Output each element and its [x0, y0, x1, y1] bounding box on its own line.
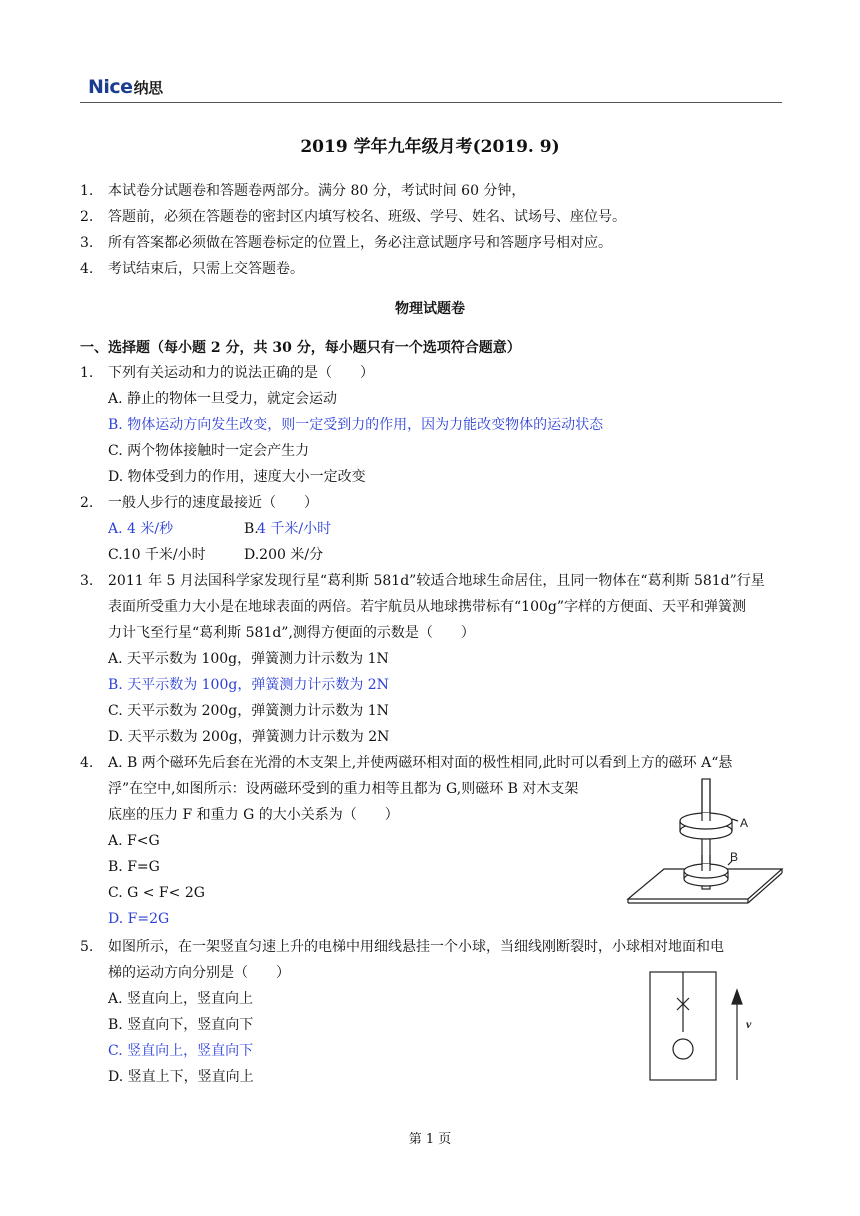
option-b-answer: B. 天平示数为 100g，弹簧测力计示数为 2N [108, 677, 389, 693]
option-b: B. 竖直向下，竖直向下 [108, 1017, 254, 1033]
logo-cn: 纳思 [133, 79, 163, 97]
question-number: 1. [80, 365, 94, 381]
instruction-text: 答题前，必须在答题卷的密封区内填写校名、班级、学号、姓名、试场号、座位号。 [108, 209, 626, 225]
question-stem: 下列有关运动和力的说法正确的是（ ） [108, 365, 374, 381]
exam-subtitle: 物理试题卷 [395, 301, 465, 317]
question-stem: 底座的压力 F 和重力 G 的大小关系为（ ） [108, 807, 399, 823]
header-rule [80, 102, 782, 103]
question-stem: 梯的运动方向分别是（ ） [108, 965, 290, 981]
instruction-text: 所有答案都必须做在答题卷标定的位置上，务必注意试题序号和答题序号相对应。 [108, 235, 612, 251]
page-number: 第 1 页 [408, 1132, 452, 1147]
option-b-letter: B. [244, 521, 259, 537]
option-d: D. 天平示数为 200g，弹簧测力计示数为 2N [108, 729, 390, 745]
option-a: A. 静止的物体一旦受力，就定会运动 [108, 391, 338, 407]
question-stem: A. B 两个磁环先后套在光滑的木支架上,并使两磁环相对面的极性相同,此时可以看到上方的磁环 A“悬 [108, 755, 733, 771]
question-stem: 力计飞至行星“葛利斯 581d”,测得方便面的示数是（ ） [108, 625, 475, 641]
option-b-answer: B. 物体运动方向发生改变，则一定受到力的作用，因为力能改变物体的运动状态 [108, 417, 604, 433]
label-ring-a: A [740, 816, 749, 830]
instruction-number: 2. [80, 209, 94, 225]
option-c: C. 两个物体接触时一定会产生力 [108, 443, 310, 459]
instruction-number: 1. [80, 183, 94, 199]
page-title: 2019 学年九年级月考(2019. 9) [300, 137, 560, 157]
question-number: 3. [80, 573, 94, 589]
question-stem: 表面所受重力大小是在地球表面的两倍。若宇航员从地球携带标有“100g”字样的方便面、天平和弹簧测 [108, 599, 746, 615]
option-d: D. 竖直上下，竖直向上 [108, 1069, 254, 1085]
section-heading: 一、选择题（每小题 2 分，共 30 分，每小题只有一个选项符合题意） [80, 340, 521, 356]
elevator-figure [640, 970, 770, 1085]
nice-logo [88, 76, 163, 98]
instruction-text: 考试结束后，只需上交答题卷。 [108, 261, 304, 277]
question-stem: 一般人步行的速度最接近（ ） [108, 495, 318, 511]
instruction-text: 本试卷分试题卷和答题卷两部分。满分 80 分，考试时间 60 分钟， [108, 183, 526, 199]
question-stem: 2011 年 5 月法国科学家发现行星“葛利斯 581d”较适合地球生命居住，且同一物体在“葛利斯 581d”行星 [108, 573, 765, 589]
option-c: C. 天平示数为 200g，弹簧测力计示数为 1N [108, 703, 389, 719]
question-number: 5. [80, 939, 94, 955]
label-ring-b: B [730, 850, 739, 864]
option-d: D.200 米/分 [244, 547, 324, 563]
option-d: D. 物体受到力的作用，速度大小一定改变 [108, 469, 366, 485]
question-stem: 浮”在空中,如图所示：设两磁环受到的重力相等且都为 G,则磁环 B 对木支架 [108, 781, 579, 797]
question-number: 4. [80, 755, 94, 771]
option-a: A. 竖直向上，竖直向上 [108, 991, 254, 1007]
instruction-number: 3. [80, 235, 94, 251]
option-b: B. F=G [108, 859, 160, 875]
option-a: A. 4 米/秒 [108, 521, 174, 537]
option-c: C. G < F< 2G [108, 885, 205, 901]
option-a: A. F<G [108, 833, 160, 849]
option-c-answer: C. 竖直向上，竖直向下 [108, 1043, 254, 1059]
logo-en: Nice [88, 76, 133, 98]
option-d-answer: D. F=2G [108, 911, 170, 927]
magnetic-ring-figure [620, 775, 790, 910]
option-a: A. 天平示数为 100g，弹簧测力计示数为 1N [108, 651, 389, 667]
instruction-number: 4. [80, 261, 94, 277]
label-velocity: v [746, 1017, 752, 1031]
option-c: C.10 千米/小时 [108, 547, 206, 563]
question-number: 2. [80, 495, 94, 511]
option-b-answer: 4 千米/小时 [257, 521, 332, 537]
question-stem: 如图所示，在一架竖直匀速上升的电梯中用细线悬挂一个小球，当细线刚断裂时，小球相对地面和电 [108, 939, 724, 955]
